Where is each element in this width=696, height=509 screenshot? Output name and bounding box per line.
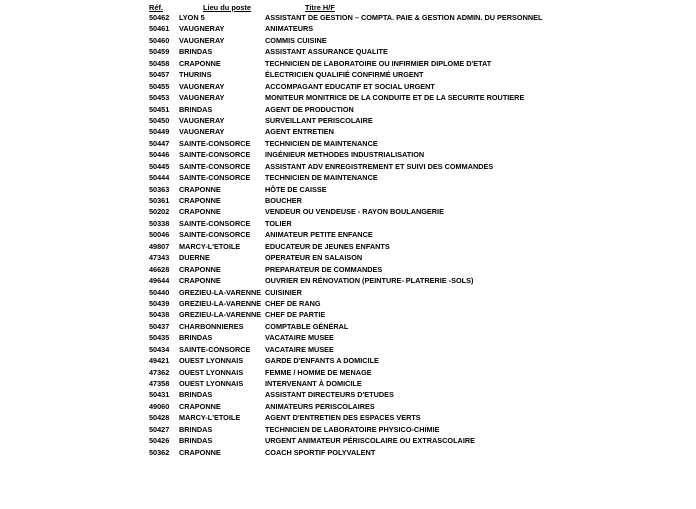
cell-ref: 50440 <box>149 287 170 297</box>
cell-lieu: GREZIEU-LA-VARENNE <box>179 287 262 297</box>
cell-lieu: BRINDAS <box>179 390 213 400</box>
cell-titre: AGENT DE PRODUCTION <box>265 104 354 114</box>
cell-titre: EDUCATEUR DE JEUNES ENFANTS <box>265 241 390 251</box>
cell-lieu: DUERNE <box>179 253 210 263</box>
cell-titre: COMMIS CUISINE <box>265 35 327 45</box>
table-row <box>0 264 696 275</box>
cell-titre: CHEF DE RANG <box>265 298 321 308</box>
cell-titre: INGÉNIEUR METHODES INDUSTRIALISATION <box>265 150 425 160</box>
cell-titre: FEMME / HOMME DE MENAGE <box>265 367 372 377</box>
table-row <box>0 58 696 69</box>
cell-ref: 50362 <box>149 447 170 457</box>
cell-lieu: VAUGNERAY <box>179 35 225 45</box>
cell-lieu: CRAPONNE <box>179 447 221 457</box>
cell-ref: 50457 <box>149 70 170 80</box>
cell-lieu: BRINDAS <box>179 104 213 114</box>
table-row <box>0 241 696 252</box>
cell-lieu: OUEST LYONNAIS <box>179 356 244 366</box>
cell-ref: 50453 <box>149 93 170 103</box>
table-row <box>0 435 696 446</box>
cell-titre: COACH SPORTIF POLYVALENT <box>265 447 376 457</box>
cell-ref: 49060 <box>149 401 170 411</box>
cell-lieu: OUEST LYONNAIS <box>179 379 244 388</box>
cell-lieu: CRAPONNE <box>179 276 221 286</box>
cell-titre: ÉLECTRICIEN QUALIFIÉ CONFIRMÉ URGENT <box>265 70 424 80</box>
cell-titre: SURVEILLANT PERISCOLAIRE <box>265 115 373 125</box>
cell-ref: 50428 <box>149 413 170 423</box>
table-row <box>0 126 696 137</box>
cell-lieu: GREZIEU-LA-VARENNE <box>179 310 262 320</box>
table-row <box>0 287 696 298</box>
cell-ref: 50435 <box>149 333 170 343</box>
cell-titre: VENDEUR OU VENDEUSE - RAYON BOULANGERIE <box>265 207 444 217</box>
cell-lieu: LYON 5 <box>179 13 205 22</box>
cell-lieu: SAINTE-CONSORCE <box>179 161 251 171</box>
cell-lieu: SAINTE-CONSORCE <box>179 173 251 183</box>
cell-titre: TOLIER <box>265 218 292 228</box>
table-row <box>0 229 696 240</box>
cell-titre: ANIMATEURS PERISCOLAIRES <box>265 401 375 411</box>
cell-titre: TECHNICIEN DE MAINTENANCE <box>265 138 378 148</box>
cell-ref: 50439 <box>149 298 170 308</box>
cell-lieu: SAINTE-CONSORCE <box>179 218 251 228</box>
cell-ref: 50427 <box>149 424 170 434</box>
table-row <box>0 92 696 103</box>
cell-ref: 50446 <box>149 150 170 160</box>
cell-ref: 50426 <box>149 436 170 446</box>
table-row <box>0 172 696 183</box>
cell-titre: MONITEUR MONITRICE DE LA CONDUITE ET DE LA SECURITE ROUTIERE <box>265 93 525 103</box>
table-row <box>0 115 696 126</box>
column-header-ref: Réf. <box>149 3 163 12</box>
table-row <box>0 378 696 389</box>
cell-ref: 50460 <box>149 35 170 45</box>
cell-titre: ANIMATEURS <box>265 24 314 34</box>
table-row <box>0 161 696 172</box>
table-row <box>0 447 696 458</box>
cell-titre: TECHNICIEN DE LABORATOIRE PHYSICO-CHIMIE <box>265 424 440 434</box>
cell-lieu: MARCY-L'ETOILE <box>179 241 241 251</box>
cell-ref: 49807 <box>149 241 170 251</box>
table-row <box>0 412 696 423</box>
cell-titre: TECHNICIEN DE MAINTENANCE <box>265 173 378 183</box>
cell-ref: 47362 <box>149 367 170 377</box>
cell-ref: 50438 <box>149 310 170 320</box>
job-table-body <box>0 12 696 458</box>
cell-ref: 50202 <box>149 207 170 217</box>
cell-titre: ACCOMPAGANT EDUCATIF ET SOCIAL URGENT <box>265 81 435 91</box>
table-row <box>0 344 696 355</box>
table-row <box>0 195 696 206</box>
cell-titre: COMPTABLE GÉNÉRAL <box>265 321 349 331</box>
cell-lieu: CRAPONNE <box>179 196 221 205</box>
table-row <box>0 69 696 80</box>
cell-ref: 50444 <box>149 173 170 183</box>
cell-lieu: CRAPONNE <box>179 184 221 194</box>
table-row <box>0 46 696 57</box>
cell-ref: 50462 <box>149 13 170 22</box>
cell-lieu: MARCY-L'ETOILE <box>179 413 241 423</box>
cell-ref: 50338 <box>149 218 170 228</box>
column-header-titre: Titre H/F <box>305 3 335 12</box>
cell-ref: 50363 <box>149 184 170 194</box>
cell-lieu: BRINDAS <box>179 436 213 446</box>
cell-ref: 50445 <box>149 161 170 171</box>
cell-lieu: THURINS <box>179 70 212 80</box>
cell-lieu: SAINTE-CONSORCE <box>179 344 251 354</box>
cell-lieu: BRINDAS <box>179 424 213 434</box>
table-row <box>0 252 696 263</box>
column-header-lieu: Lieu du poste <box>203 3 252 12</box>
cell-lieu: VAUGNERAY <box>179 24 225 34</box>
cell-titre: ANIMATEUR PETITE ENFANCE <box>265 230 373 240</box>
cell-lieu: OUEST LYONNAIS <box>179 367 244 377</box>
cell-lieu: CRAPONNE <box>179 264 221 274</box>
table-row <box>0 12 696 23</box>
table-row <box>0 149 696 160</box>
cell-titre: AGENT D'ENTRETIEN DES ESPACES VERTS <box>265 413 421 423</box>
cell-ref: 49421 <box>149 356 170 366</box>
table-row <box>0 138 696 149</box>
cell-titre: TECHNICIEN DE LABORATOIRE OU INFIRMIER DIPLOME D'ETAT <box>265 58 492 68</box>
table-row <box>0 332 696 343</box>
cell-lieu: BRINDAS <box>179 47 213 57</box>
table-row <box>0 309 696 320</box>
table-row <box>0 367 696 378</box>
table-row <box>0 81 696 92</box>
cell-lieu: CRAPONNE <box>179 401 221 411</box>
table-row <box>0 218 696 229</box>
cell-lieu: VAUGNERAY <box>179 127 225 137</box>
cell-lieu: VAUGNERAY <box>179 81 225 91</box>
cell-lieu: CRAPONNE <box>179 207 221 217</box>
table-row <box>0 23 696 34</box>
cell-ref: 50434 <box>149 344 170 354</box>
cell-titre: GARDE D'ENFANTS A DOMICILE <box>265 356 379 366</box>
table-row <box>0 35 696 46</box>
cell-lieu: CHARBONNIERES <box>179 321 244 331</box>
cell-titre: INTERVENANT À DOMICILE <box>265 379 362 388</box>
cell-lieu: VAUGNERAY <box>179 93 225 103</box>
table-row <box>0 104 696 115</box>
cell-lieu: VAUGNERAY <box>179 115 225 125</box>
cell-ref: 50431 <box>149 390 170 400</box>
cell-ref: 50447 <box>149 138 170 148</box>
cell-lieu: SAINTE-CONSORCE <box>179 150 251 160</box>
cell-titre: ASSISTANT DE GESTION – COMPTA. PAIE & GESTION ADMIN. DU PERSONNEL <box>265 13 543 22</box>
table-row <box>0 206 696 217</box>
cell-ref: 50361 <box>149 196 170 205</box>
cell-ref: 47343 <box>149 253 170 263</box>
table-row <box>0 184 696 195</box>
cell-ref: 47358 <box>149 379 170 388</box>
cell-lieu: GREZIEU-LA-VARENNE <box>179 298 262 308</box>
table-row <box>0 424 696 435</box>
cell-titre: AGENT ENTRETIEN <box>265 127 334 137</box>
table-row <box>0 401 696 412</box>
cell-titre: VACATAIRE MUSEE <box>265 333 334 343</box>
cell-ref: 46628 <box>149 264 170 274</box>
cell-lieu: BRINDAS <box>179 333 213 343</box>
cell-titre: PREPARATEUR DE COMMANDES <box>265 264 383 274</box>
cell-titre: ASSISTANT ASSURANCE QUALITE <box>265 47 388 57</box>
cell-ref: 50461 <box>149 24 170 34</box>
cell-ref: 50450 <box>149 115 170 125</box>
cell-ref: 49644 <box>149 276 170 286</box>
table-row <box>0 298 696 309</box>
cell-titre: CHEF DE PARTIE <box>265 310 326 320</box>
cell-lieu: SAINTE-CONSORCE <box>179 138 251 148</box>
table-row <box>0 321 696 332</box>
table-row <box>0 389 696 400</box>
cell-ref: 50451 <box>149 104 170 114</box>
cell-titre: CUISINIER <box>265 287 302 297</box>
cell-ref: 50455 <box>149 81 170 91</box>
cell-titre: OPERATEUR EN SALAISON <box>265 253 363 263</box>
table-row <box>0 355 696 366</box>
cell-titre: ASSISTANT DIRECTEURS D'ETUDES <box>265 390 394 400</box>
cell-titre: OUVRIER EN RÉNOVATION (PEINTURE- PLATRERIE -SOLS) <box>265 276 474 286</box>
cell-ref: 50046 <box>149 230 170 240</box>
cell-titre: BOUCHER <box>265 196 302 205</box>
cell-ref: 50459 <box>149 47 170 57</box>
cell-ref: 50437 <box>149 321 170 331</box>
cell-titre: HÔTE DE CAISSE <box>265 184 327 194</box>
cell-ref: 50449 <box>149 127 170 137</box>
table-row <box>0 275 696 286</box>
cell-lieu: CRAPONNE <box>179 58 221 68</box>
cell-titre: URGENT ANIMATEUR PÉRISCOLAIRE OU EXTRASCOLAIRE <box>265 436 475 446</box>
cell-titre: ASSISTANT ADV ENREGISTREMENT ET SUIVI DES COMMANDES <box>265 161 494 171</box>
cell-lieu: SAINTE-CONSORCE <box>179 230 251 240</box>
cell-ref: 50458 <box>149 58 170 68</box>
cell-titre: VACATAIRE MUSEE <box>265 344 334 354</box>
